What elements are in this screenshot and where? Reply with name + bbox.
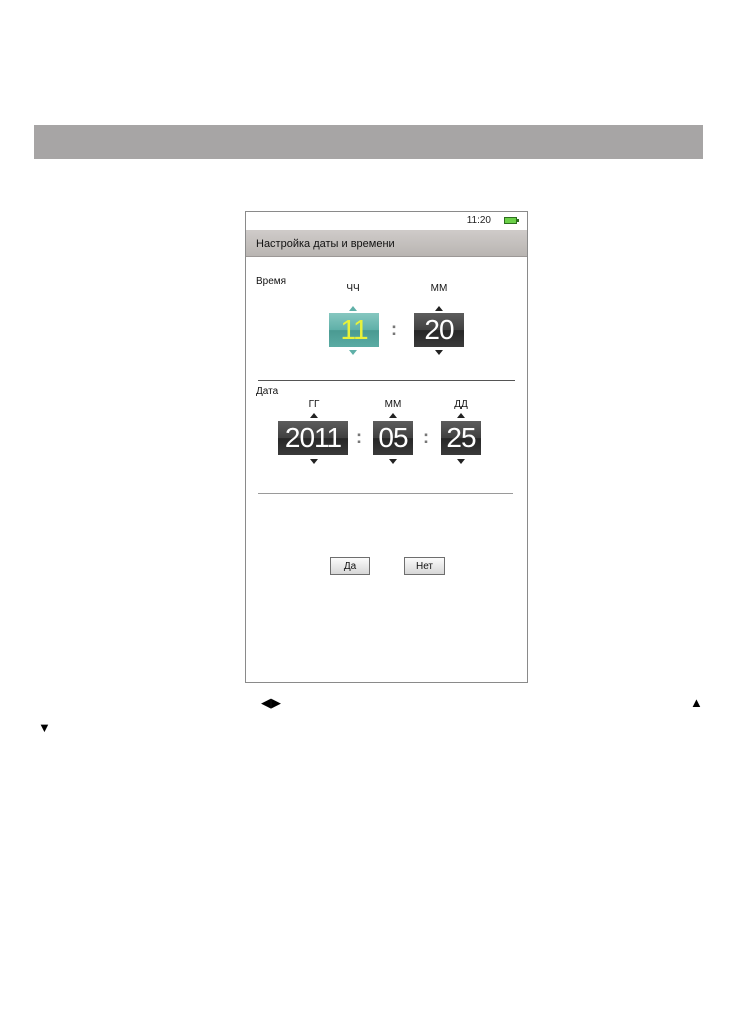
hour-down-arrow-icon[interactable] (349, 350, 357, 355)
hour-label: ЧЧ (346, 283, 360, 294)
time-divider (258, 380, 515, 381)
day-up-arrow-icon[interactable] (457, 413, 465, 418)
day-down-arrow-icon[interactable] (457, 459, 465, 464)
minute-label: ММ (430, 283, 448, 294)
date-section-label: Дата (256, 386, 279, 397)
no-button[interactable]: Нет (404, 557, 445, 575)
date-separator-2: : (423, 427, 429, 447)
month-label: ММ (384, 399, 402, 410)
minute-down-arrow-icon[interactable] (435, 350, 443, 355)
minute-spinner[interactable]: 20 (414, 313, 464, 347)
month-down-arrow-icon[interactable] (389, 459, 397, 464)
hour-up-arrow-icon[interactable] (349, 306, 357, 311)
date-divider (258, 493, 513, 494)
header-band (34, 125, 703, 159)
title-bar (246, 230, 527, 257)
year-up-arrow-icon[interactable] (310, 413, 318, 418)
year-down-arrow-icon[interactable] (310, 459, 318, 464)
year-spinner[interactable]: 2011 (278, 421, 348, 455)
day-spinner[interactable]: 25 (441, 421, 481, 455)
device-screen (245, 211, 528, 683)
day-label: ДД (454, 399, 468, 410)
down-arrow-icon: ▼ (38, 720, 51, 735)
month-spinner[interactable]: 05 (373, 421, 413, 455)
left-right-arrows-icon: ◀▶ (261, 695, 281, 710)
status-clock: 11:20 (466, 215, 491, 226)
battery-icon (504, 217, 517, 224)
time-separator: : (391, 319, 397, 339)
time-section-label: Время (256, 276, 287, 287)
screen-title: Настройка даты и времени (256, 238, 395, 250)
up-arrow-icon: ▲ (690, 695, 703, 710)
minute-up-arrow-icon[interactable] (435, 306, 443, 311)
hour-spinner[interactable]: 11 (329, 313, 379, 347)
status-bar (246, 212, 527, 230)
yes-button[interactable]: Да (330, 557, 370, 575)
month-up-arrow-icon[interactable] (389, 413, 397, 418)
date-separator-1: : (356, 427, 362, 447)
year-label: ГГ (308, 399, 320, 410)
